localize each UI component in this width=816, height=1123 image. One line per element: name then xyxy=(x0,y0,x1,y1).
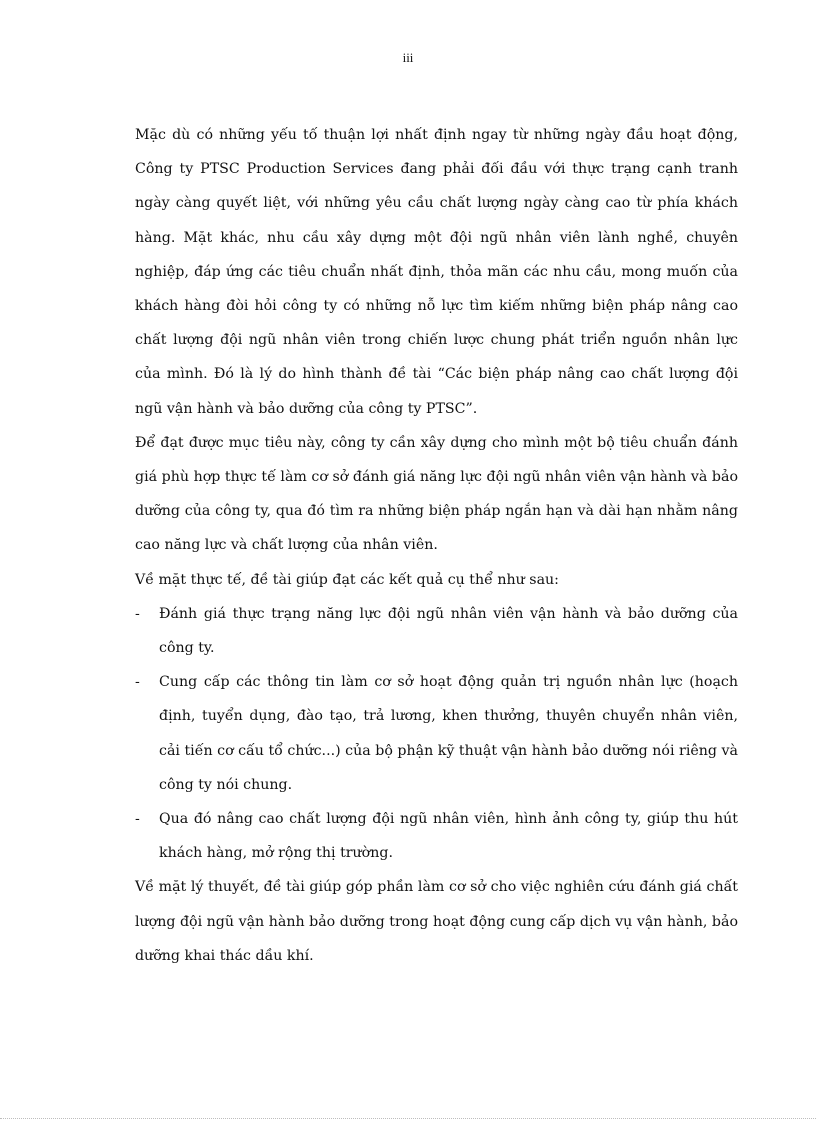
bullet-text: Qua đó nâng cao chất lượng đội ngũ nhân viên, hình ảnh công ty, giúp thu hút khách hàng, mở rộng thị trường. xyxy=(159,811,738,862)
list-item xyxy=(135,802,738,870)
bullet-dash: - xyxy=(135,811,140,828)
practical-intro-paragraph: Về mặt thực tế, đề tài giúp đạt các kết quả cụ thể như sau: xyxy=(135,571,559,588)
page-number: iii xyxy=(402,50,414,65)
bullet-text: Cung cấp các thông tin làm cơ sở hoạt động quản trị nguồn nhân lực (hoạch định, tuyển dụng, đào tạo, trả lương, khen thưởng, thuyên chuyển nhân viên, cải tiến cơ cấu tổ chức...) của bộ phận kỹ thuật vận hành bảo dưỡng nói riêng và công ty nói chung. xyxy=(159,674,738,793)
list-item xyxy=(135,597,738,665)
bullet-text: Đánh giá thực trạng năng lực đội ngũ nhân viên vận hành và bảo dưỡng của công ty. xyxy=(159,605,738,657)
document-body xyxy=(135,118,738,973)
bullet-dash: - xyxy=(135,605,140,622)
theory-paragraph: Về mặt lý thuyết, đề tài giúp góp phần làm cơ sở cho việc nghiên cứu đánh giá chất lượng đội ngũ vận hành bảo dưỡng trong hoạt động cung cấp dịch vụ vận hành, bảo dưỡng khai thác dầu khí. xyxy=(135,879,738,964)
page-bottom-divider xyxy=(0,1118,816,1119)
bullet-dash: - xyxy=(135,674,140,691)
list-item xyxy=(135,665,738,802)
goal-paragraph: Để đạt được mục tiêu này, công ty cần xây dựng cho mình một bộ tiêu chuẩn đánh giá phù hợp thực tế làm cơ sở đánh giá năng lực đội ngũ nhân viên vận hành và bảo dưỡng của công ty, qua đó tìm ra những biện pháp ngắn hạn và dài hạn nhằm nâng cao năng lực và chất lượng của nhân viên. xyxy=(135,434,738,554)
intro-paragraph: Mặc dù có những yếu tố thuận lợi nhất định ngay từ những ngày đầu hoạt động, Công ty PTSC Production Services đang phải đối đầu với thực trạng cạnh tranh ngày càng quyết liệt, với những yêu cầu chất lượng ngày càng cao từ phía khách hàng. Mặt khác, nhu cầu xây dựng một đội ngũ nhân viên lành nghề, chuyên nghiệp, đáp ứng các tiêu chuẩn nhất định, thỏa mãn các nhu cầu, mong muốn của khách hàng đòi hỏi công ty có những nỗ lực tìm kiếm những biện pháp nâng cao chất lượng đội ngũ nhân viên trong chiến lược chung phát triển nguồn nhân lực của mình. Đó là lý do hình thành đề tài “Các biện pháp nâng cao chất lượng đội ngũ vận hành và bảo dưỡng của công ty PTSC”. xyxy=(135,127,738,417)
